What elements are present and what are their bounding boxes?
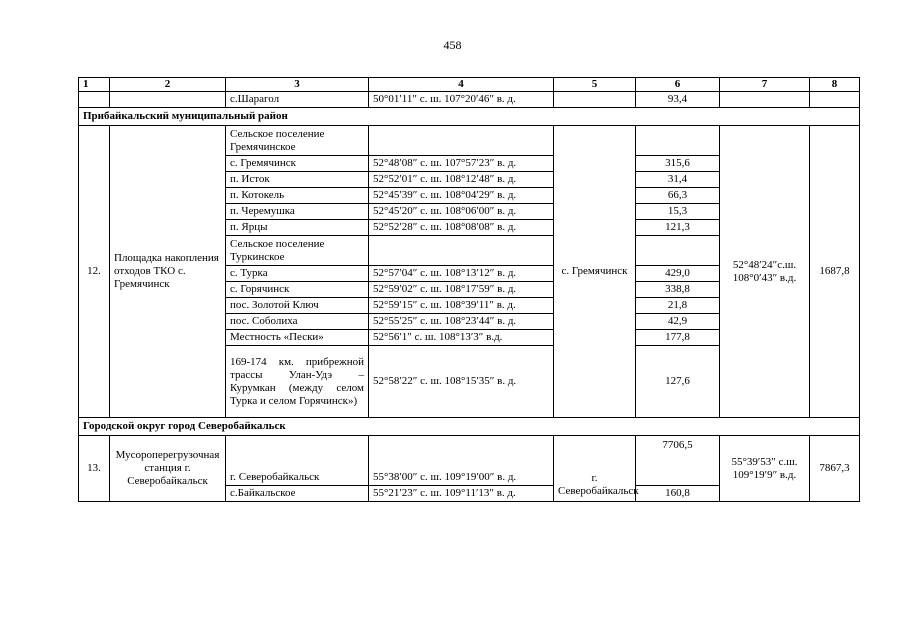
value-cell: 66,3 (636, 188, 720, 204)
place-cell: г. Северобайкальск (226, 470, 369, 486)
site-number: 13. (79, 436, 110, 502)
coords-cell: 55°21′23″ с. ш. 109°11′13″ в. д. (369, 486, 554, 502)
coords-cell: 52°48′08″ с. ш. 107°57′23″ в. д. (369, 156, 554, 172)
value-cell: 42,9 (636, 314, 720, 330)
coords-cell: 52°52′28″ с. ш. 108°08′08″ в. д. (369, 220, 554, 236)
site-coords: 52°48′24″с.ш. 108°0′43″ в.д. (720, 126, 810, 418)
value-cell: 7706,5 (636, 436, 720, 486)
coords-cell: 55°38′00″ с. ш. 109°19′00″ в. д. (369, 470, 554, 486)
cell-empty (79, 92, 110, 108)
location-cell: с. Гремячинск (554, 126, 636, 418)
value-cell: 93,4 (636, 92, 720, 108)
site-number: 12. (79, 126, 110, 418)
column-header: 5 (554, 78, 636, 92)
place-cell: пос. Золотой Ключ (226, 298, 369, 314)
place-cell: Местность «Пески» (226, 330, 369, 346)
column-header: 2 (110, 78, 226, 92)
coords-cell: 52°45′39″ с. ш. 108°04′29″ в. д. (369, 188, 554, 204)
site-coords: 55°39′53″ с.ш. 109°19′9″ в.д. (720, 436, 810, 502)
place-cell: с.Байкальское (226, 486, 369, 502)
value-cell: 15,3 (636, 204, 720, 220)
place-cell: с. Горячинск (226, 282, 369, 298)
column-header: 4 (369, 78, 554, 92)
place-cell: Сельское поселение Туркинское (226, 236, 369, 266)
column-header: 7 (720, 78, 810, 92)
coords-cell: 52°59′02″ с. ш. 108°17′59″ в. д. (369, 282, 554, 298)
value-cell: 127,6 (636, 346, 720, 418)
coords-cell: 52°59′15″ с. ш. 108°39′11″ в. д. (369, 298, 554, 314)
site-name: Площадка накопления отходов ТКО с. Гремячинск (110, 126, 226, 418)
value-cell (636, 236, 720, 266)
value-cell: 21,8 (636, 298, 720, 314)
coords-cell: 50°01′11″ с. ш. 107°20′46″ в. д. (369, 92, 554, 108)
value-cell (636, 126, 720, 156)
section-row (79, 108, 860, 126)
value-cell: 121,3 (636, 220, 720, 236)
coords-cell: 52°55′25″ с. ш. 108°23′44″ в. д. (369, 314, 554, 330)
value-cell: 31,4 (636, 172, 720, 188)
place-cell: с. Турка (226, 266, 369, 282)
place-cell: п. Котокель (226, 188, 369, 204)
cell-empty (810, 92, 860, 108)
header-row (79, 78, 860, 92)
column-header: 8 (810, 78, 860, 92)
value-cell: 338,8 (636, 282, 720, 298)
value-cell: 315,6 (636, 156, 720, 172)
cell-empty (369, 436, 554, 470)
value-cell: 177,8 (636, 330, 720, 346)
site-total: 7867,3 (810, 436, 860, 502)
coords-cell: 52°58′22″ с. ш. 108°15′35″ в. д. (369, 346, 554, 418)
section-title: Прибайкальский муниципальный район (79, 108, 860, 126)
page-number: 458 (443, 38, 462, 52)
section-title: Городской округ город Северобайкальск (79, 418, 860, 436)
cell-empty (554, 436, 636, 470)
coords-cell: 52°57′04″ с. ш. 108°13′12″ в. д. (369, 266, 554, 282)
cell-empty (720, 92, 810, 108)
site-name: Мусороперегрузочная станция г. Северобайкальск (110, 436, 226, 502)
coords-cell: 52°56′1″ с. ш. 108°13′3″ в.д. (369, 330, 554, 346)
coords-cell (369, 236, 554, 266)
coords-cell (369, 126, 554, 156)
table-row (79, 92, 860, 108)
table-row (79, 436, 860, 470)
location-cell: г. Северобайкальск (554, 470, 636, 502)
value-cell: 160,8 (636, 486, 720, 502)
cell-empty (110, 92, 226, 108)
site-total: 1687,8 (810, 126, 860, 418)
value-cell: 429,0 (636, 266, 720, 282)
waste-sites-table (78, 77, 860, 502)
table-row (79, 126, 860, 156)
place-cell: п. Черемушка (226, 204, 369, 220)
place-cell: Сельское поселение Гремячинское (226, 126, 369, 156)
column-header: 3 (226, 78, 369, 92)
place-cell: с. Гремячинск (226, 156, 369, 172)
place-cell: пос. Соболиха (226, 314, 369, 330)
place-cell: с.Шарагол (226, 92, 369, 108)
place-cell: п. Исток (226, 172, 369, 188)
cell-empty (554, 92, 636, 108)
cell-empty (226, 436, 369, 470)
place-cell: 169-174 км. прибрежной трассы Улан-Удэ – Курумкан (между селом Турка и селом Горячинск») (226, 346, 369, 418)
section-row (79, 418, 860, 436)
coords-cell: 52°45′20″ с. ш. 108°06′00″ в. д. (369, 204, 554, 220)
place-cell: п. Ярцы (226, 220, 369, 236)
coords-cell: 52°52′01″ с. ш. 108°12′48″ в. д. (369, 172, 554, 188)
column-header: 6 (636, 78, 720, 92)
column-header: 1 (79, 78, 110, 92)
